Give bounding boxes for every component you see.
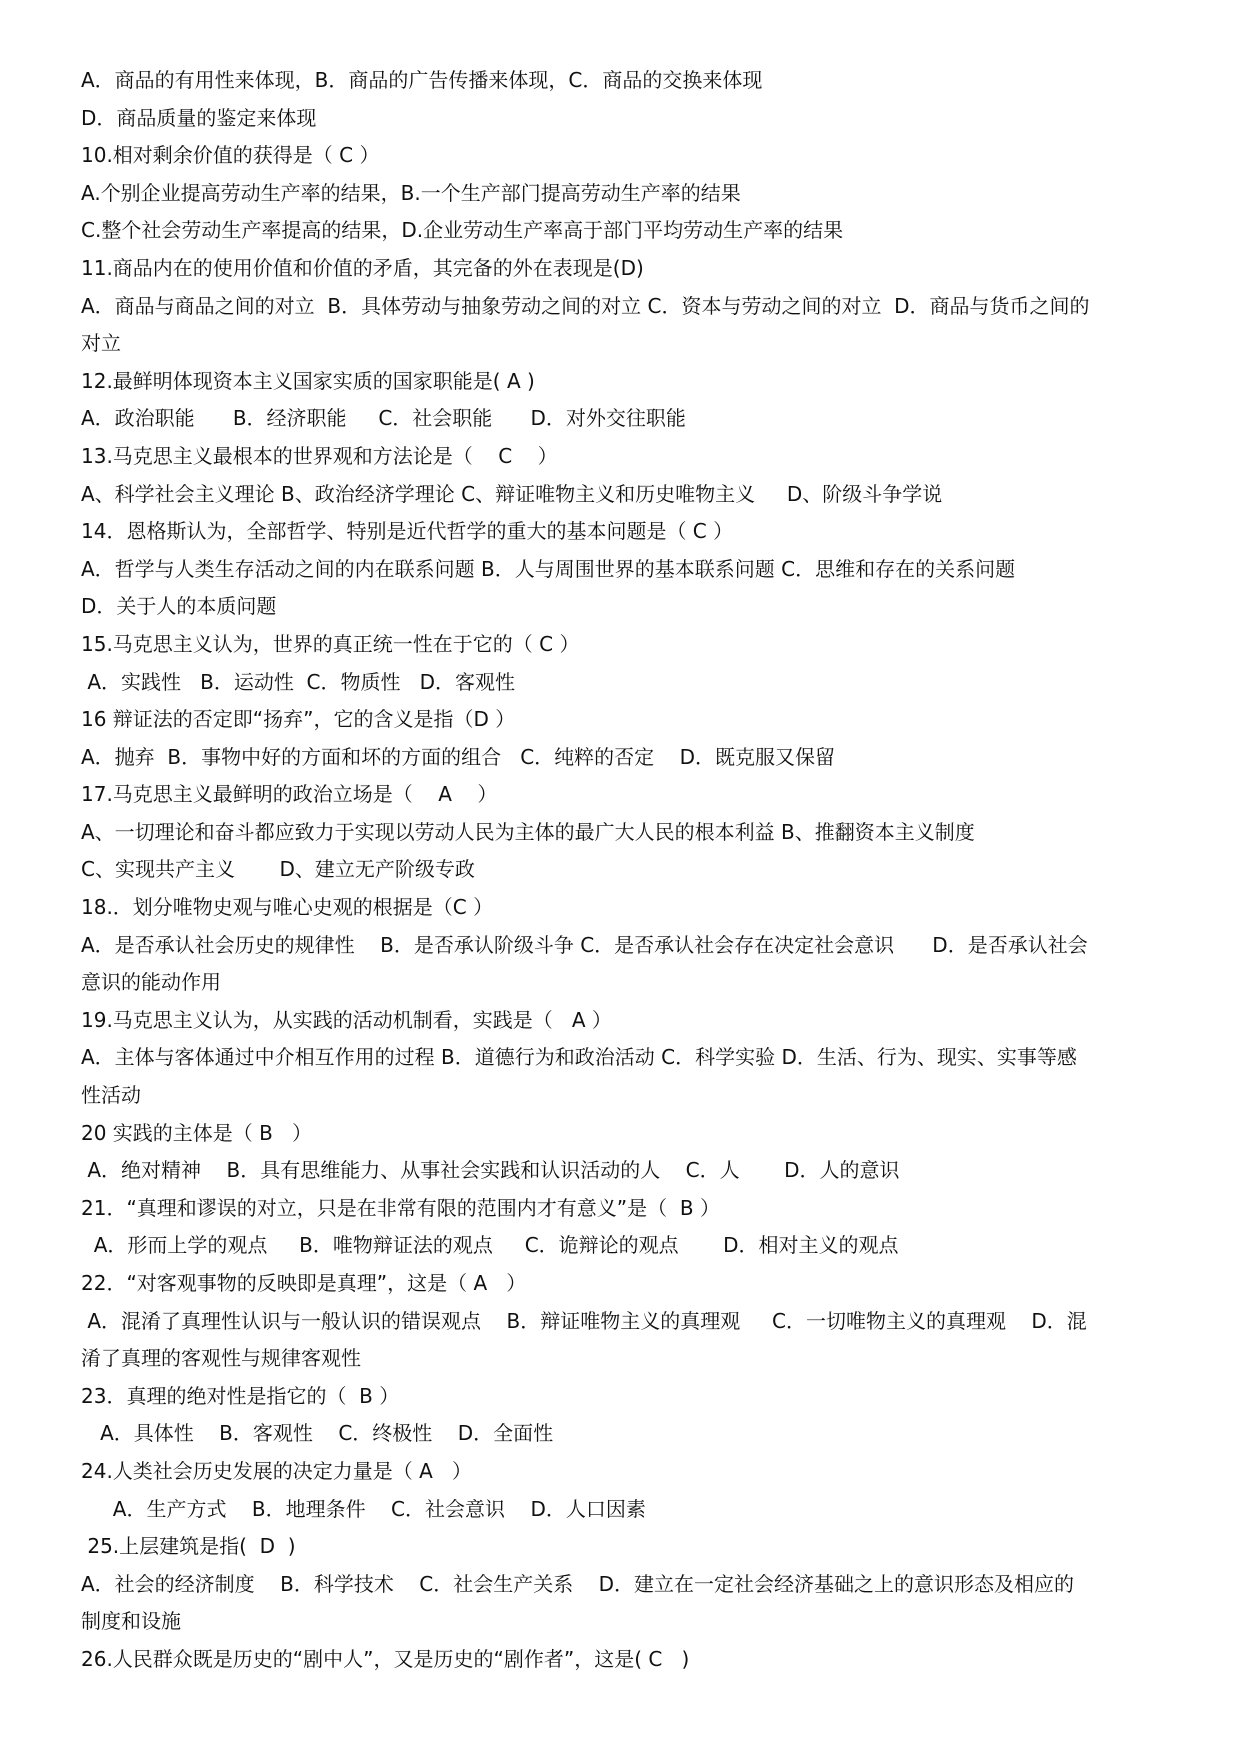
text-line: A．形而上学的观点 B．唯物辩证法的观点 C．诡辩论的观点 D．相对主义的观点 bbox=[81, 1233, 899, 1258]
question-line: 20 实践的主体是（ B ） bbox=[81, 1120, 312, 1145]
text-line: 性活动 bbox=[81, 1083, 141, 1108]
text-line: A．商品与商品之间的对立 B．具体劳动与抽象劳动之间的对立 C．资本与劳动之间的对立 D．商品与货币之间的 bbox=[81, 293, 1090, 318]
text-line: C.整个社会劳动生产率提高的结果，D.企业劳动生产率高于部门平均劳动生产率的结果 bbox=[81, 218, 844, 243]
question-line: 18.．划分唯物史观与唯心史观的根据是（C ） bbox=[81, 895, 494, 920]
text-line: A．具体性 B．客观性 C．终极性 D．全面性 bbox=[81, 1421, 554, 1446]
document-page bbox=[81, 62, 1181, 1679]
question-line: 17.马克思主义最鲜明的政治立场是（ A ） bbox=[81, 782, 498, 807]
text-line: A．混淆了真理性认识与一般认识的错误观点 B．辩证唯物主义的真理观 C．一切唯物主义的真理观 D．混 bbox=[81, 1308, 1087, 1333]
question-line: 15.马克思主义认为，世界的真正统一性在于它的（ C ） bbox=[81, 631, 580, 656]
text-line: A.个别企业提高劳动生产率的结果，B.一个生产部门提高劳动生产率的结果 bbox=[81, 180, 741, 205]
text-line: A、一切理论和奋斗都应致力于实现以劳动人民为主体的最广大人民的根本利益 B、推翻资本主义制度 bbox=[81, 819, 975, 844]
question-line: 12.最鲜明体现资本主义国家实质的国家职能是( A ) bbox=[81, 368, 535, 393]
text-line: A．商品的有用性来体现，B．商品的广告传播来体现，C．商品的交换来体现 bbox=[81, 68, 763, 92]
text-line: 对立 bbox=[81, 331, 121, 356]
question-line: 26.人民群众既是历史的“剧中人”，又是历史的“剧作者”，这是( C ) bbox=[81, 1646, 690, 1671]
text-line: A．生产方式 B．地理条件 C．社会意识 D．人口因素 bbox=[81, 1496, 646, 1521]
text-line: D．商品质量的鉴定来体现 bbox=[81, 105, 317, 130]
question-line: 21．“真理和谬误的对立，只是在非常有限的范围内才有意义”是（ B ） bbox=[81, 1195, 720, 1220]
question-line: 10.相对剩余价值的获得是（ C ） bbox=[81, 143, 380, 168]
text-line: A．抛弃 B．事物中好的方面和坏的方面的组合 C．纯粹的否定 D．既克服又保留 bbox=[81, 744, 835, 769]
text-line: A．实践性 B．运动性 C．物质性 D．客观性 bbox=[81, 669, 515, 694]
text-line: 意识的能动作用 bbox=[81, 970, 221, 995]
question-line: 22．“对客观事物的反映即是真理”，这是（ A ） bbox=[81, 1271, 527, 1295]
text-line: A．政治职能 B．经济职能 C．社会职能 D．对外交往职能 bbox=[81, 406, 686, 431]
text-line: A．哲学与人类生存活动之间的内在联系问题 B．人与周围世界的基本联系问题 C．思维和存在的关系问题 bbox=[81, 556, 1016, 581]
question-line: 19.马克思主义认为，从实践的活动机制看，实践是（ A ） bbox=[81, 1007, 612, 1032]
text-line: 制度和设施 bbox=[81, 1609, 181, 1634]
text-line: A．绝对精神 B．具有思维能力、从事社会实践和认识活动的人 C．人 D．人的意识 bbox=[81, 1158, 900, 1183]
text-line: A．社会的经济制度 B．科学技术 C．社会生产关系 D．建立在一定社会经济基础之上的意识形态及相应的 bbox=[81, 1571, 1075, 1596]
question-line: 25.上层建筑是指( D ) bbox=[81, 1534, 296, 1559]
question-line: 24.人类社会历史发展的决定力量是（ A ） bbox=[81, 1458, 472, 1483]
question-line: 11.商品内在的使用价值和价值的矛盾，其完备的外在表现是(D) bbox=[81, 255, 644, 280]
text-line: A．主体与客体通过中介相互作用的过程 B．道德行为和政治活动 C．科学实验 D．生活、行为、现实、实事等感 bbox=[81, 1045, 1077, 1070]
text-line: A．是否承认社会历史的规律性 B．是否承认阶级斗争 C．是否承认社会存在决定社会意识 D．是否承认社会 bbox=[81, 932, 1088, 957]
question-line: 13.马克思主义最根本的世界观和方法论是（ C ） bbox=[81, 443, 558, 468]
text-line: C、实现共产主义 D、建立无产阶级专政 bbox=[81, 857, 475, 882]
text-line: A、科学社会主义理论 B、政治经济学理论 C、辩证唯物主义和历史唯物主义 D、阶级斗争学说 bbox=[81, 481, 943, 506]
text-line: 淆了真理的客观性与规律客观性 bbox=[81, 1346, 361, 1371]
question-line: 23．真理的绝对性是指它的（ B ） bbox=[81, 1383, 400, 1408]
text-line: D．关于人的本质问题 bbox=[81, 594, 277, 619]
question-line: 16 辩证法的否定即“扬弃”，它的含义是指（D ） bbox=[81, 707, 516, 732]
question-line: 14．恩格斯认为，全部哲学、特别是近代哲学的重大的基本问题是（ C ） bbox=[81, 519, 734, 544]
